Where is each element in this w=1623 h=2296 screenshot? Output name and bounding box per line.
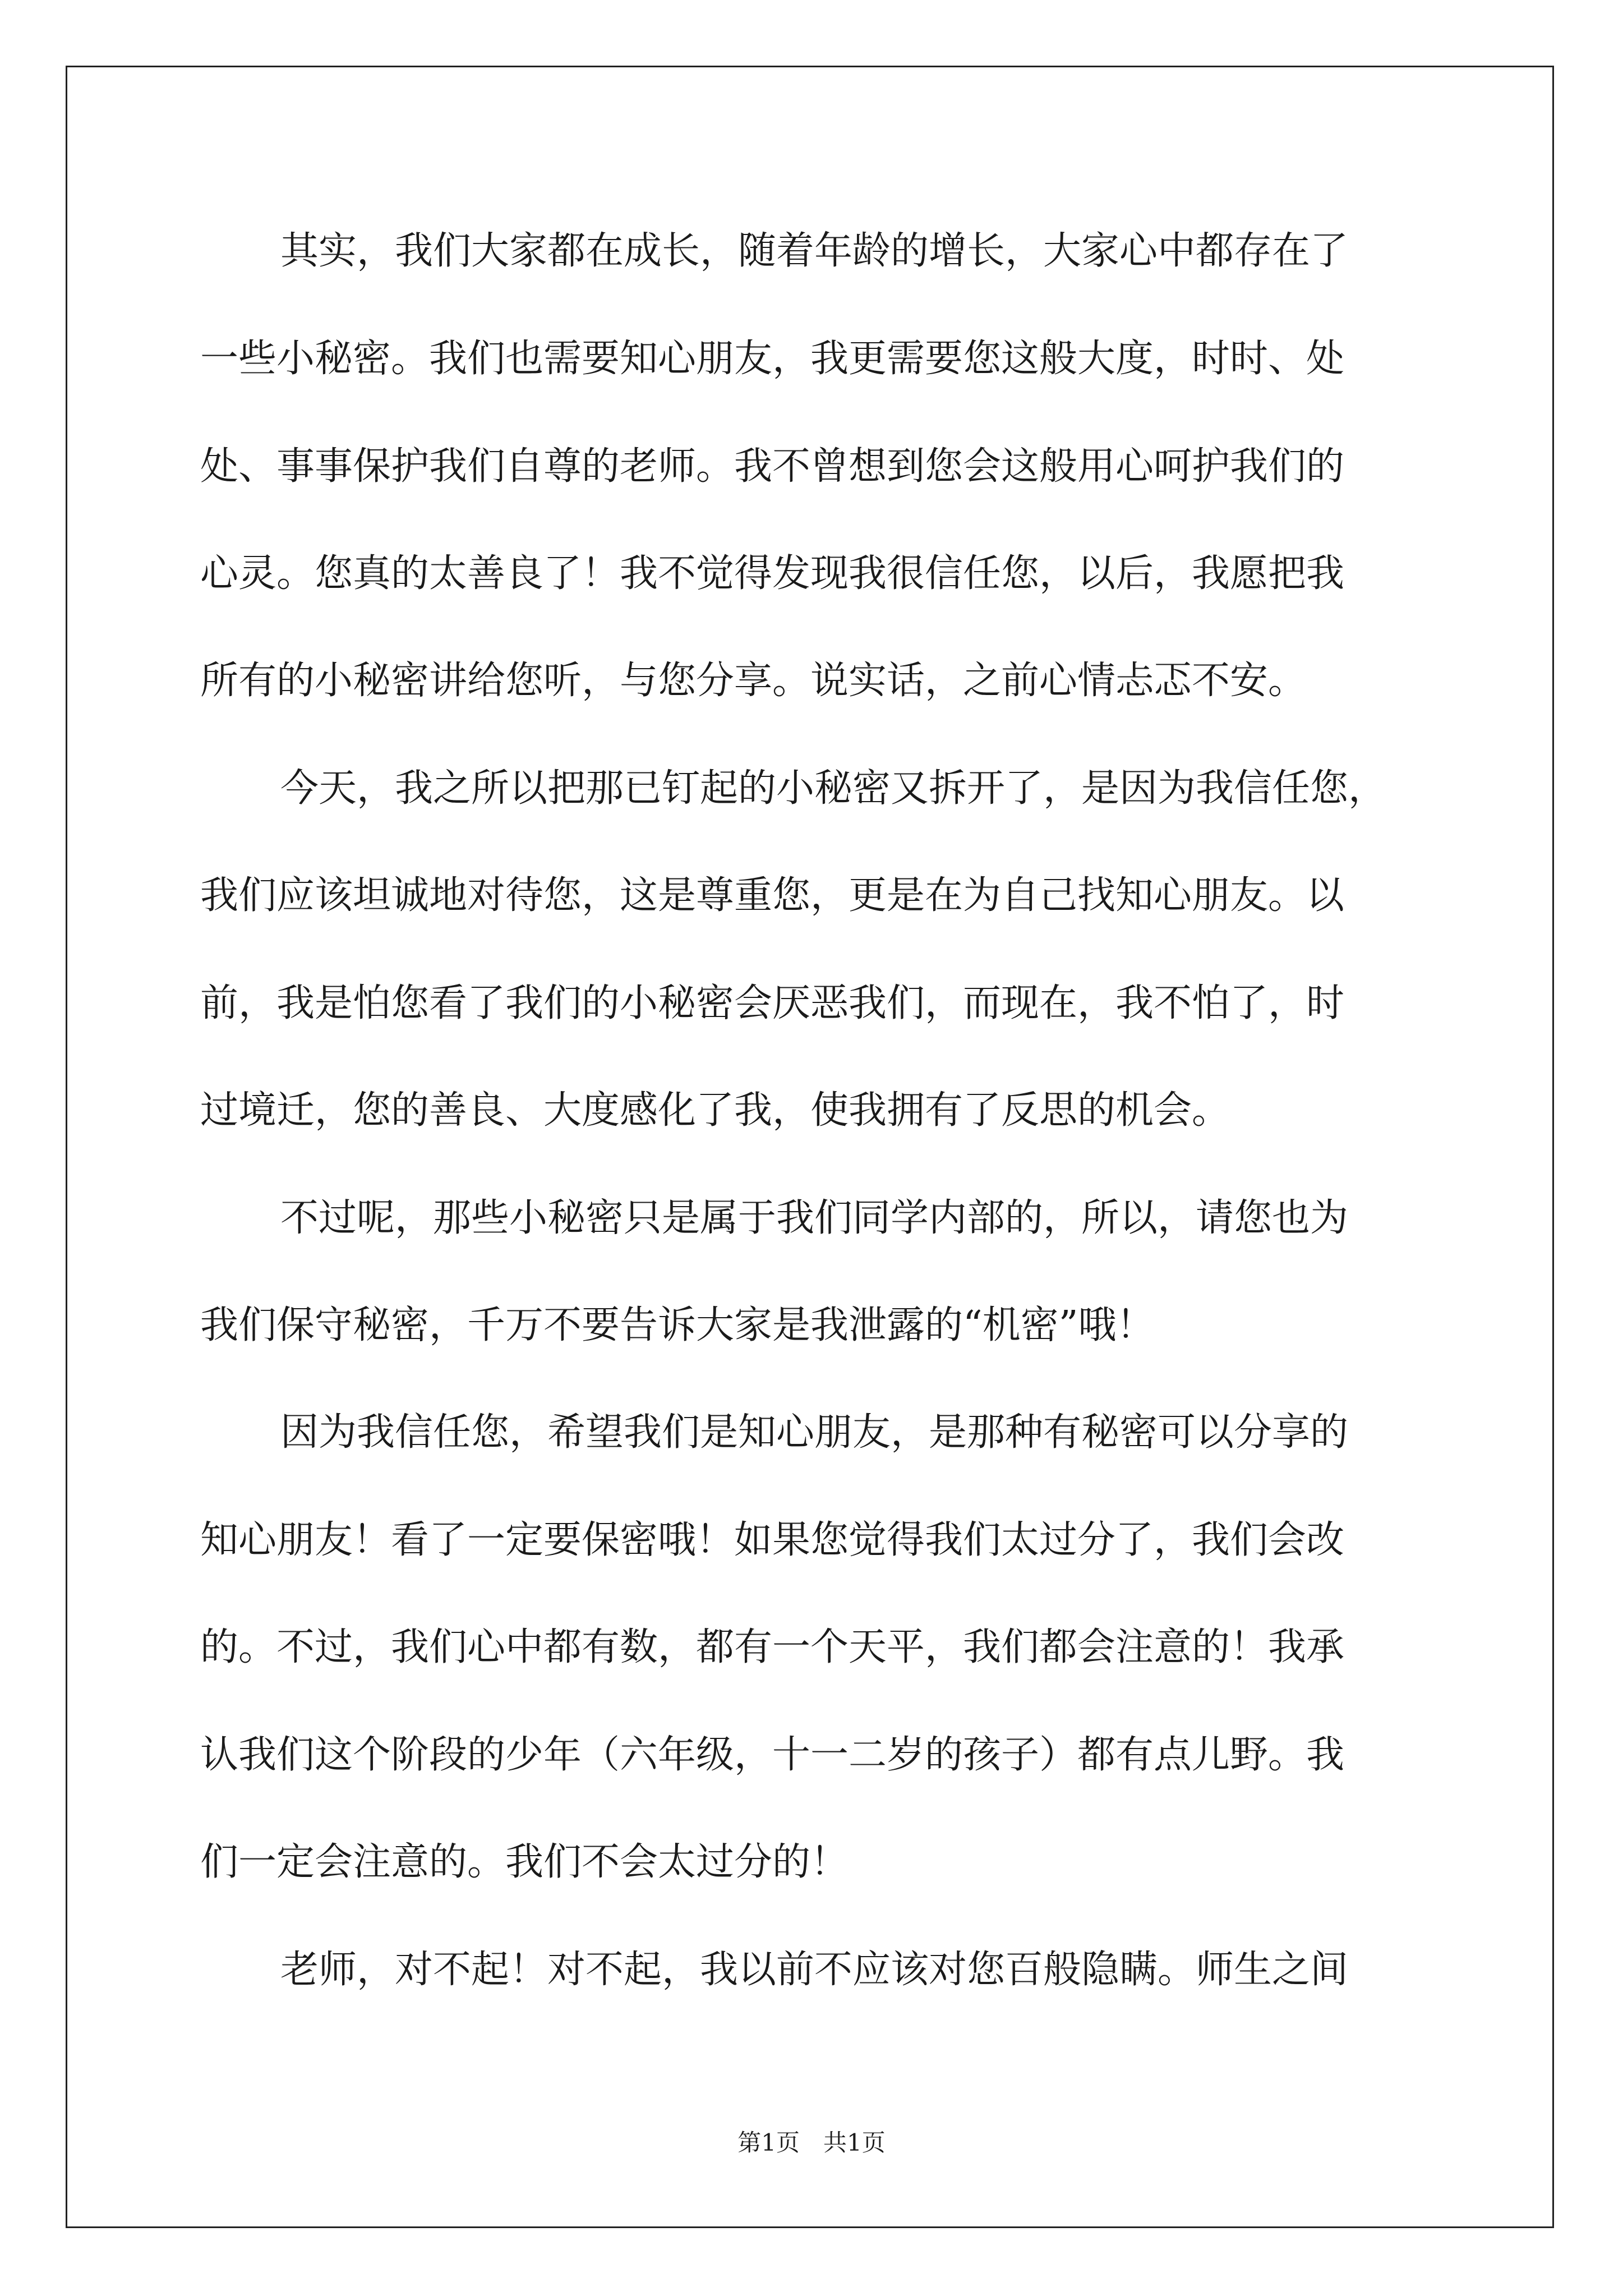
paragraph-1-line-4: 心灵。您真的太善良了！我不觉得发现我很信任您，以后，我愿把我	[200, 551, 1345, 596]
paragraph-2-line-4: 过境迁，您的善良、大度感化了我，使我拥有了反思的机会。	[200, 1088, 1230, 1133]
paragraph-4-line-1: 因为我信任您，希望我们是知心朋友，是那种有秘密可以分享的	[280, 1410, 1349, 1455]
paragraph-3-line-1: 不过呢，那些小秘密只是属于我们同学内部的，所以，请您也为	[280, 1196, 1349, 1240]
paragraph-4-line-3: 的。不过，我们心中都有数，都有一个天平，我们都会注意的！我承	[200, 1625, 1345, 1669]
paragraph-4-line-2: 知心朋友！看了一定要保密哦！如果您觉得我们太过分了，我们会改	[200, 1518, 1345, 1562]
paragraph-5-line-1: 老师，对不起！对不起，我以前不应该对您百般隐瞒。师生之间	[280, 1948, 1349, 1992]
paragraph-1-line-3: 处、事事保护我们自尊的老师。我不曾想到您会这般用心呵护我们的	[200, 444, 1345, 489]
paragraph-2-line-3: 前，我是怕您看了我们的小秘密会厌恶我们，而现在，我不怕了，时	[200, 981, 1345, 1025]
paragraph-1-line-2: 一些小秘密。我们也需要知心朋友，我更需要您这般大度，时时、处	[200, 337, 1345, 381]
page-number-footer: 第1页 共1页	[737, 2129, 886, 2156]
paragraph-4-line-4: 认我们这个阶段的少年（六年级，十一二岁的孩子）都有点儿野。我	[200, 1733, 1345, 1777]
paragraph-2-line-1: 今天，我之所以把那已钉起的小秘密又拆开了，是因为我信任您，	[280, 766, 1387, 811]
paragraph-2-line-2: 我们应该坦诚地对待您，这是尊重您，更是在为自己找知心朋友。以	[200, 873, 1345, 918]
paragraph-1-line-1: 其实，我们大家都在成长，随着年龄的增长，大家心中都存在了	[280, 229, 1349, 273]
paragraph-4-line-5: 们一定会注意的。我们不会太过分的！	[200, 1840, 849, 1884]
paragraph-3-line-2: 我们保守秘密，千万不要告诉大家是我泄露的“机密”哦！	[200, 1303, 1155, 1347]
paragraph-1-line-5: 所有的小秘密讲给您听，与您分享。说实话，之前心情忐忑不安。	[200, 659, 1307, 703]
